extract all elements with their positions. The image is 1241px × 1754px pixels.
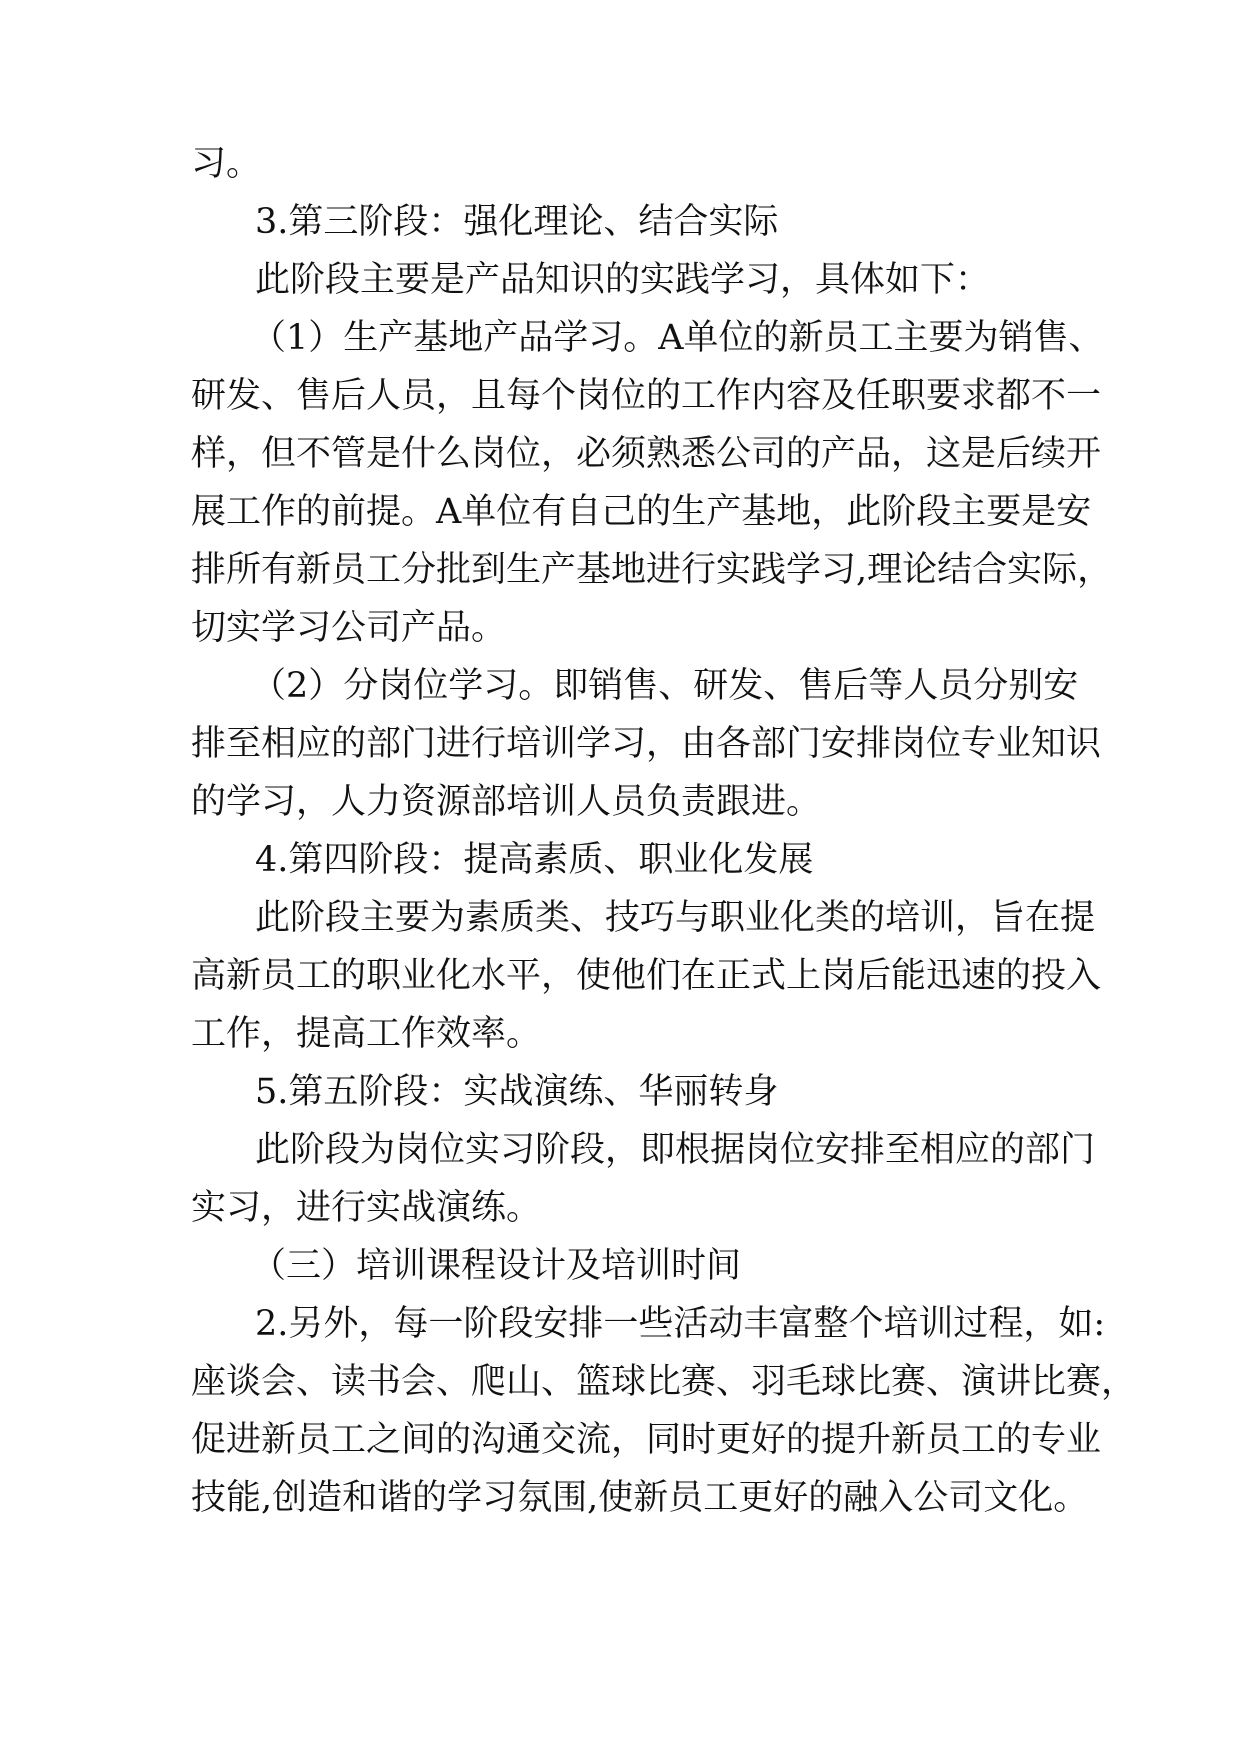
text-line: 展工作的前提。A单位有自己的生产基地，此阶段主要是安 — [191, 492, 1092, 532]
text-line: 2.另外，每一阶段安排一些活动丰富整个培训过程，如: — [255, 1304, 1106, 1344]
text-line: 实习，进行实战演练。 — [191, 1188, 542, 1228]
text-line: 排所有新员工分批到生产基地进行实践学习,理论结合实际， — [191, 550, 1113, 590]
section-heading: （三）培训课程设计及培训时间 — [251, 1246, 742, 1286]
text-line: 技能,创造和谐的学习氛围,使新员工更好的融入公司文化。 — [191, 1478, 1089, 1518]
text-line: 切实学习公司产品。 — [191, 608, 507, 648]
text-line: 座谈会、读书会、爬山、篮球比赛、羽毛球比赛、演讲比赛， — [191, 1362, 1137, 1402]
text-line: 工作，提高工作效率。 — [191, 1014, 542, 1054]
text-line: 促进新员工之间的沟通交流，同时更好的提升新员工的专业 — [191, 1420, 1102, 1460]
text-line: 高新员工的职业化水平，使他们在正式上岗后能迅速的投入 — [191, 956, 1102, 996]
section-heading: 3.第三阶段：强化理论、结合实际 — [255, 202, 779, 242]
text-line: 研发、售后人员，且每个岗位的工作内容及任职要求都不一 — [191, 376, 1102, 416]
text-line: 此阶段主要是产品知识的实践学习，具体如下： — [255, 260, 991, 300]
section-heading: 4.第四阶段：提高素质、职业化发展 — [255, 840, 814, 880]
text-line: 排至相应的部门进行培训学习，由各部门安排岗位专业知识 — [191, 724, 1102, 764]
text-line: 样，但不管是什么岗位，必须熟悉公司的产品，这是后续开 — [191, 434, 1102, 474]
section-heading: 5.第五阶段：实战演练、华丽转身 — [255, 1072, 779, 1112]
text-line: （1）生产基地产品学习。A单位的新员工主要为销售、 — [251, 318, 1104, 358]
text-line: 此阶段主要为素质类、技巧与职业化类的培训，旨在提 — [255, 898, 1096, 938]
text-line: （2）分岗位学习。即销售、研发、售后等人员分别安 — [251, 666, 1079, 706]
text-line: 的学习，人力资源部培训人员负责跟进。 — [191, 782, 822, 822]
text-line: 此阶段为岗位实习阶段，即根据岗位安排至相应的部门 — [255, 1130, 1096, 1170]
text-line: 习。 — [191, 144, 262, 184]
